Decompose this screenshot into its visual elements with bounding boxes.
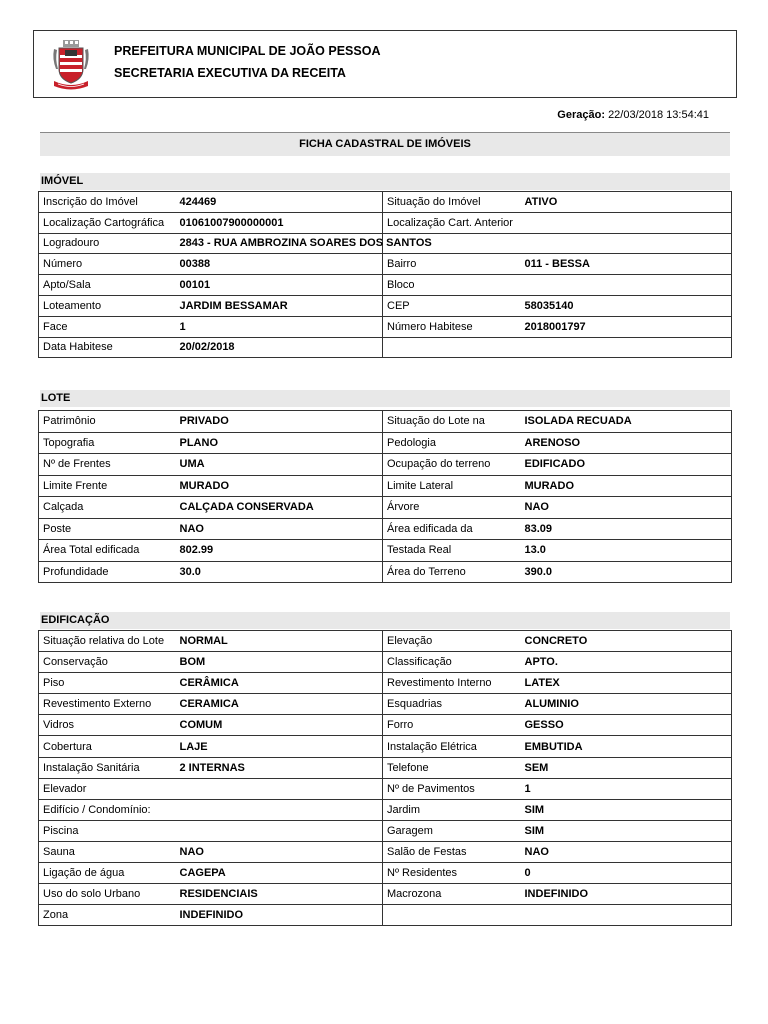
table-row xyxy=(39,736,732,757)
table-row xyxy=(39,233,732,254)
field-value: EMBUTIDA xyxy=(521,736,732,757)
field-label: Classificação xyxy=(383,652,521,673)
table-row xyxy=(39,694,732,715)
field-label: Ocupação do terreno xyxy=(383,454,521,476)
field-value: CALÇADA CONSERVADA xyxy=(176,497,383,519)
table-row xyxy=(39,475,732,497)
geracao-label: Geração: xyxy=(557,109,605,121)
field-value: UMA xyxy=(176,454,383,476)
field-label: Macrozona xyxy=(383,884,521,905)
field-value xyxy=(521,337,732,358)
field-label: Salão de Festas xyxy=(383,841,521,862)
field-value: 2 INTERNAS xyxy=(176,757,383,778)
table-row xyxy=(39,275,732,296)
field-value: 011 - BESSA xyxy=(521,254,732,275)
field-label: Jardim xyxy=(383,799,521,820)
geracao-timestamp xyxy=(557,109,709,121)
field-label: Esquadrias xyxy=(383,694,521,715)
field-label: Zona xyxy=(39,905,176,926)
field-value: APTO. xyxy=(521,652,732,673)
edificacao-table xyxy=(38,630,732,926)
field-value: CERAMICA xyxy=(176,694,383,715)
field-value xyxy=(176,799,383,820)
field-label: Localização Cart. Anterior xyxy=(383,212,521,233)
field-value: PLANO xyxy=(176,432,383,454)
field-label: Forro xyxy=(383,715,521,736)
table-row xyxy=(39,254,732,275)
field-label: Garagem xyxy=(383,820,521,841)
table-row xyxy=(39,884,732,905)
field-label: Cobertura xyxy=(39,736,176,757)
field-label: Inscrição do Imóvel xyxy=(39,192,176,213)
field-label: Patrimônio xyxy=(39,411,176,433)
field-value: GESSO xyxy=(521,715,732,736)
field-value: 390.0 xyxy=(521,561,732,583)
table-row xyxy=(39,652,732,673)
field-value xyxy=(176,820,383,841)
field-value: CAGEPA xyxy=(176,863,383,884)
field-label: Piscina xyxy=(39,820,176,841)
prefeitura-title: PREFEITURA MUNICIPAL DE JOÃO PESSOA xyxy=(114,44,381,58)
field-value xyxy=(521,275,732,296)
field-value: LATEX xyxy=(521,673,732,694)
field-label: Nº de Frentes xyxy=(39,454,176,476)
field-value: RESIDENCIAIS xyxy=(176,884,383,905)
field-value: SIM xyxy=(521,799,732,820)
table-row xyxy=(39,432,732,454)
table-row xyxy=(39,715,732,736)
field-label: CEP xyxy=(383,295,521,316)
field-label xyxy=(383,337,521,358)
field-label xyxy=(383,905,521,926)
field-label: Instalação Elétrica xyxy=(383,736,521,757)
field-value: INDEFINIDO xyxy=(521,884,732,905)
field-value xyxy=(521,212,732,233)
field-value: JARDIM BESSAMAR xyxy=(176,295,383,316)
field-value: LAJE xyxy=(176,736,383,757)
field-value: 802.99 xyxy=(176,540,383,562)
table-row xyxy=(39,295,732,316)
field-value: EDIFICADO xyxy=(521,454,732,476)
table-row xyxy=(39,411,732,433)
field-label: Ligação de água xyxy=(39,863,176,884)
field-label: Elevação xyxy=(383,631,521,652)
table-row xyxy=(39,841,732,862)
field-label: Área edificada da xyxy=(383,518,521,540)
field-value: 83.09 xyxy=(521,518,732,540)
field-value: MURADO xyxy=(176,475,383,497)
field-label: Testada Real xyxy=(383,540,521,562)
field-value: 1 xyxy=(521,778,732,799)
table-row xyxy=(39,905,732,926)
table-row xyxy=(39,820,732,841)
field-label: Limite Frente xyxy=(39,475,176,497)
field-value: ATIVO xyxy=(521,192,732,213)
field-label: Uso do solo Urbano xyxy=(39,884,176,905)
table-row xyxy=(39,631,732,652)
field-value: 00101 xyxy=(176,275,383,296)
field-value xyxy=(521,905,732,926)
field-label: Revestimento Interno xyxy=(383,673,521,694)
field-value: 00388 xyxy=(176,254,383,275)
field-label: Nº de Pavimentos xyxy=(383,778,521,799)
table-row xyxy=(39,561,732,583)
field-label: Profundidade xyxy=(39,561,176,583)
field-value: SEM xyxy=(521,757,732,778)
field-value: 0 xyxy=(521,863,732,884)
field-value: ARENOSO xyxy=(521,432,732,454)
secretaria-title: SECRETARIA EXECUTIVA DA RECEITA xyxy=(114,66,346,80)
coat-of-arms-icon xyxy=(50,39,92,91)
field-label: Edifício / Condomínio: xyxy=(39,799,176,820)
table-row xyxy=(39,337,732,358)
section-edificacao-title: EDIFICAÇÃO xyxy=(40,612,730,629)
field-value: 13.0 xyxy=(521,540,732,562)
field-value: 2843 - RUA AMBROZINA SOARES DOS SANTOS xyxy=(176,233,383,254)
field-value: BOM xyxy=(176,652,383,673)
field-value: 2018001797 xyxy=(521,316,732,337)
table-row xyxy=(39,192,732,213)
field-value: ISOLADA RECUADA xyxy=(521,411,732,433)
table-row xyxy=(39,673,732,694)
field-value: COMUM xyxy=(176,715,383,736)
table-row xyxy=(39,497,732,519)
field-value: 58035140 xyxy=(521,295,732,316)
field-value: MURADO xyxy=(521,475,732,497)
field-label: Localização Cartográfica xyxy=(39,212,176,233)
field-value: 20/02/2018 xyxy=(176,337,383,358)
header-box xyxy=(33,30,737,98)
field-label: Elevador xyxy=(39,778,176,799)
field-label: Nº Residentes xyxy=(383,863,521,884)
table-row xyxy=(39,799,732,820)
field-label: Loteamento xyxy=(39,295,176,316)
field-label: Situação do Lote na xyxy=(383,411,521,433)
table-row xyxy=(39,212,732,233)
field-label: Revestimento Externo xyxy=(39,694,176,715)
table-row xyxy=(39,518,732,540)
field-value: 01061007900000001 xyxy=(176,212,383,233)
section-lote-title: LOTE xyxy=(40,390,730,407)
field-value: SIM xyxy=(521,820,732,841)
field-value: 1 xyxy=(176,316,383,337)
field-label: Apto/Sala xyxy=(39,275,176,296)
field-label: Bairro xyxy=(383,254,521,275)
field-value: CONCRETO xyxy=(521,631,732,652)
section-imovel-title: IMÓVEL xyxy=(40,173,730,190)
field-label: Bloco xyxy=(383,275,521,296)
field-label: Face xyxy=(39,316,176,337)
lote-table xyxy=(38,410,732,583)
field-label: Conservação xyxy=(39,652,176,673)
field-value: NAO xyxy=(176,518,383,540)
field-label: Data Habitese xyxy=(39,337,176,358)
field-label: Instalação Sanitária xyxy=(39,757,176,778)
field-label: Topografia xyxy=(39,432,176,454)
field-value: NORMAL xyxy=(176,631,383,652)
field-label: Sauna xyxy=(39,841,176,862)
field-label: Limite Lateral xyxy=(383,475,521,497)
field-label: Área do Terreno xyxy=(383,561,521,583)
field-value: 30.0 xyxy=(176,561,383,583)
field-value: NAO xyxy=(521,497,732,519)
field-label: Piso xyxy=(39,673,176,694)
field-label: Pedologia xyxy=(383,432,521,454)
field-value: NAO xyxy=(521,841,732,862)
field-value xyxy=(176,778,383,799)
field-label: Telefone xyxy=(383,757,521,778)
field-value: PRIVADO xyxy=(176,411,383,433)
table-row xyxy=(39,454,732,476)
field-value: 424469 xyxy=(176,192,383,213)
table-row xyxy=(39,778,732,799)
field-label: Vidros xyxy=(39,715,176,736)
field-value: CERÂMICA xyxy=(176,673,383,694)
field-label: Calçada xyxy=(39,497,176,519)
field-label: Área Total edificada xyxy=(39,540,176,562)
field-label: Número Habitese xyxy=(383,316,521,337)
field-label: Número xyxy=(39,254,176,275)
field-label: Situação relativa do Lote xyxy=(39,631,176,652)
field-value: NAO xyxy=(176,841,383,862)
geracao-value: 22/03/2018 13:54:41 xyxy=(608,109,709,121)
table-row xyxy=(39,863,732,884)
table-row xyxy=(39,540,732,562)
table-row xyxy=(39,757,732,778)
field-value xyxy=(521,233,732,254)
table-row xyxy=(39,316,732,337)
field-label: Situação do Imóvel xyxy=(383,192,521,213)
field-label: Poste xyxy=(39,518,176,540)
field-value: ALUMINIO xyxy=(521,694,732,715)
field-label: Árvore xyxy=(383,497,521,519)
imovel-table xyxy=(38,191,732,358)
field-value: INDEFINIDO xyxy=(176,905,383,926)
document-title: FICHA CADASTRAL DE IMÓVEIS xyxy=(40,132,730,156)
field-label: Logradouro xyxy=(39,233,176,254)
